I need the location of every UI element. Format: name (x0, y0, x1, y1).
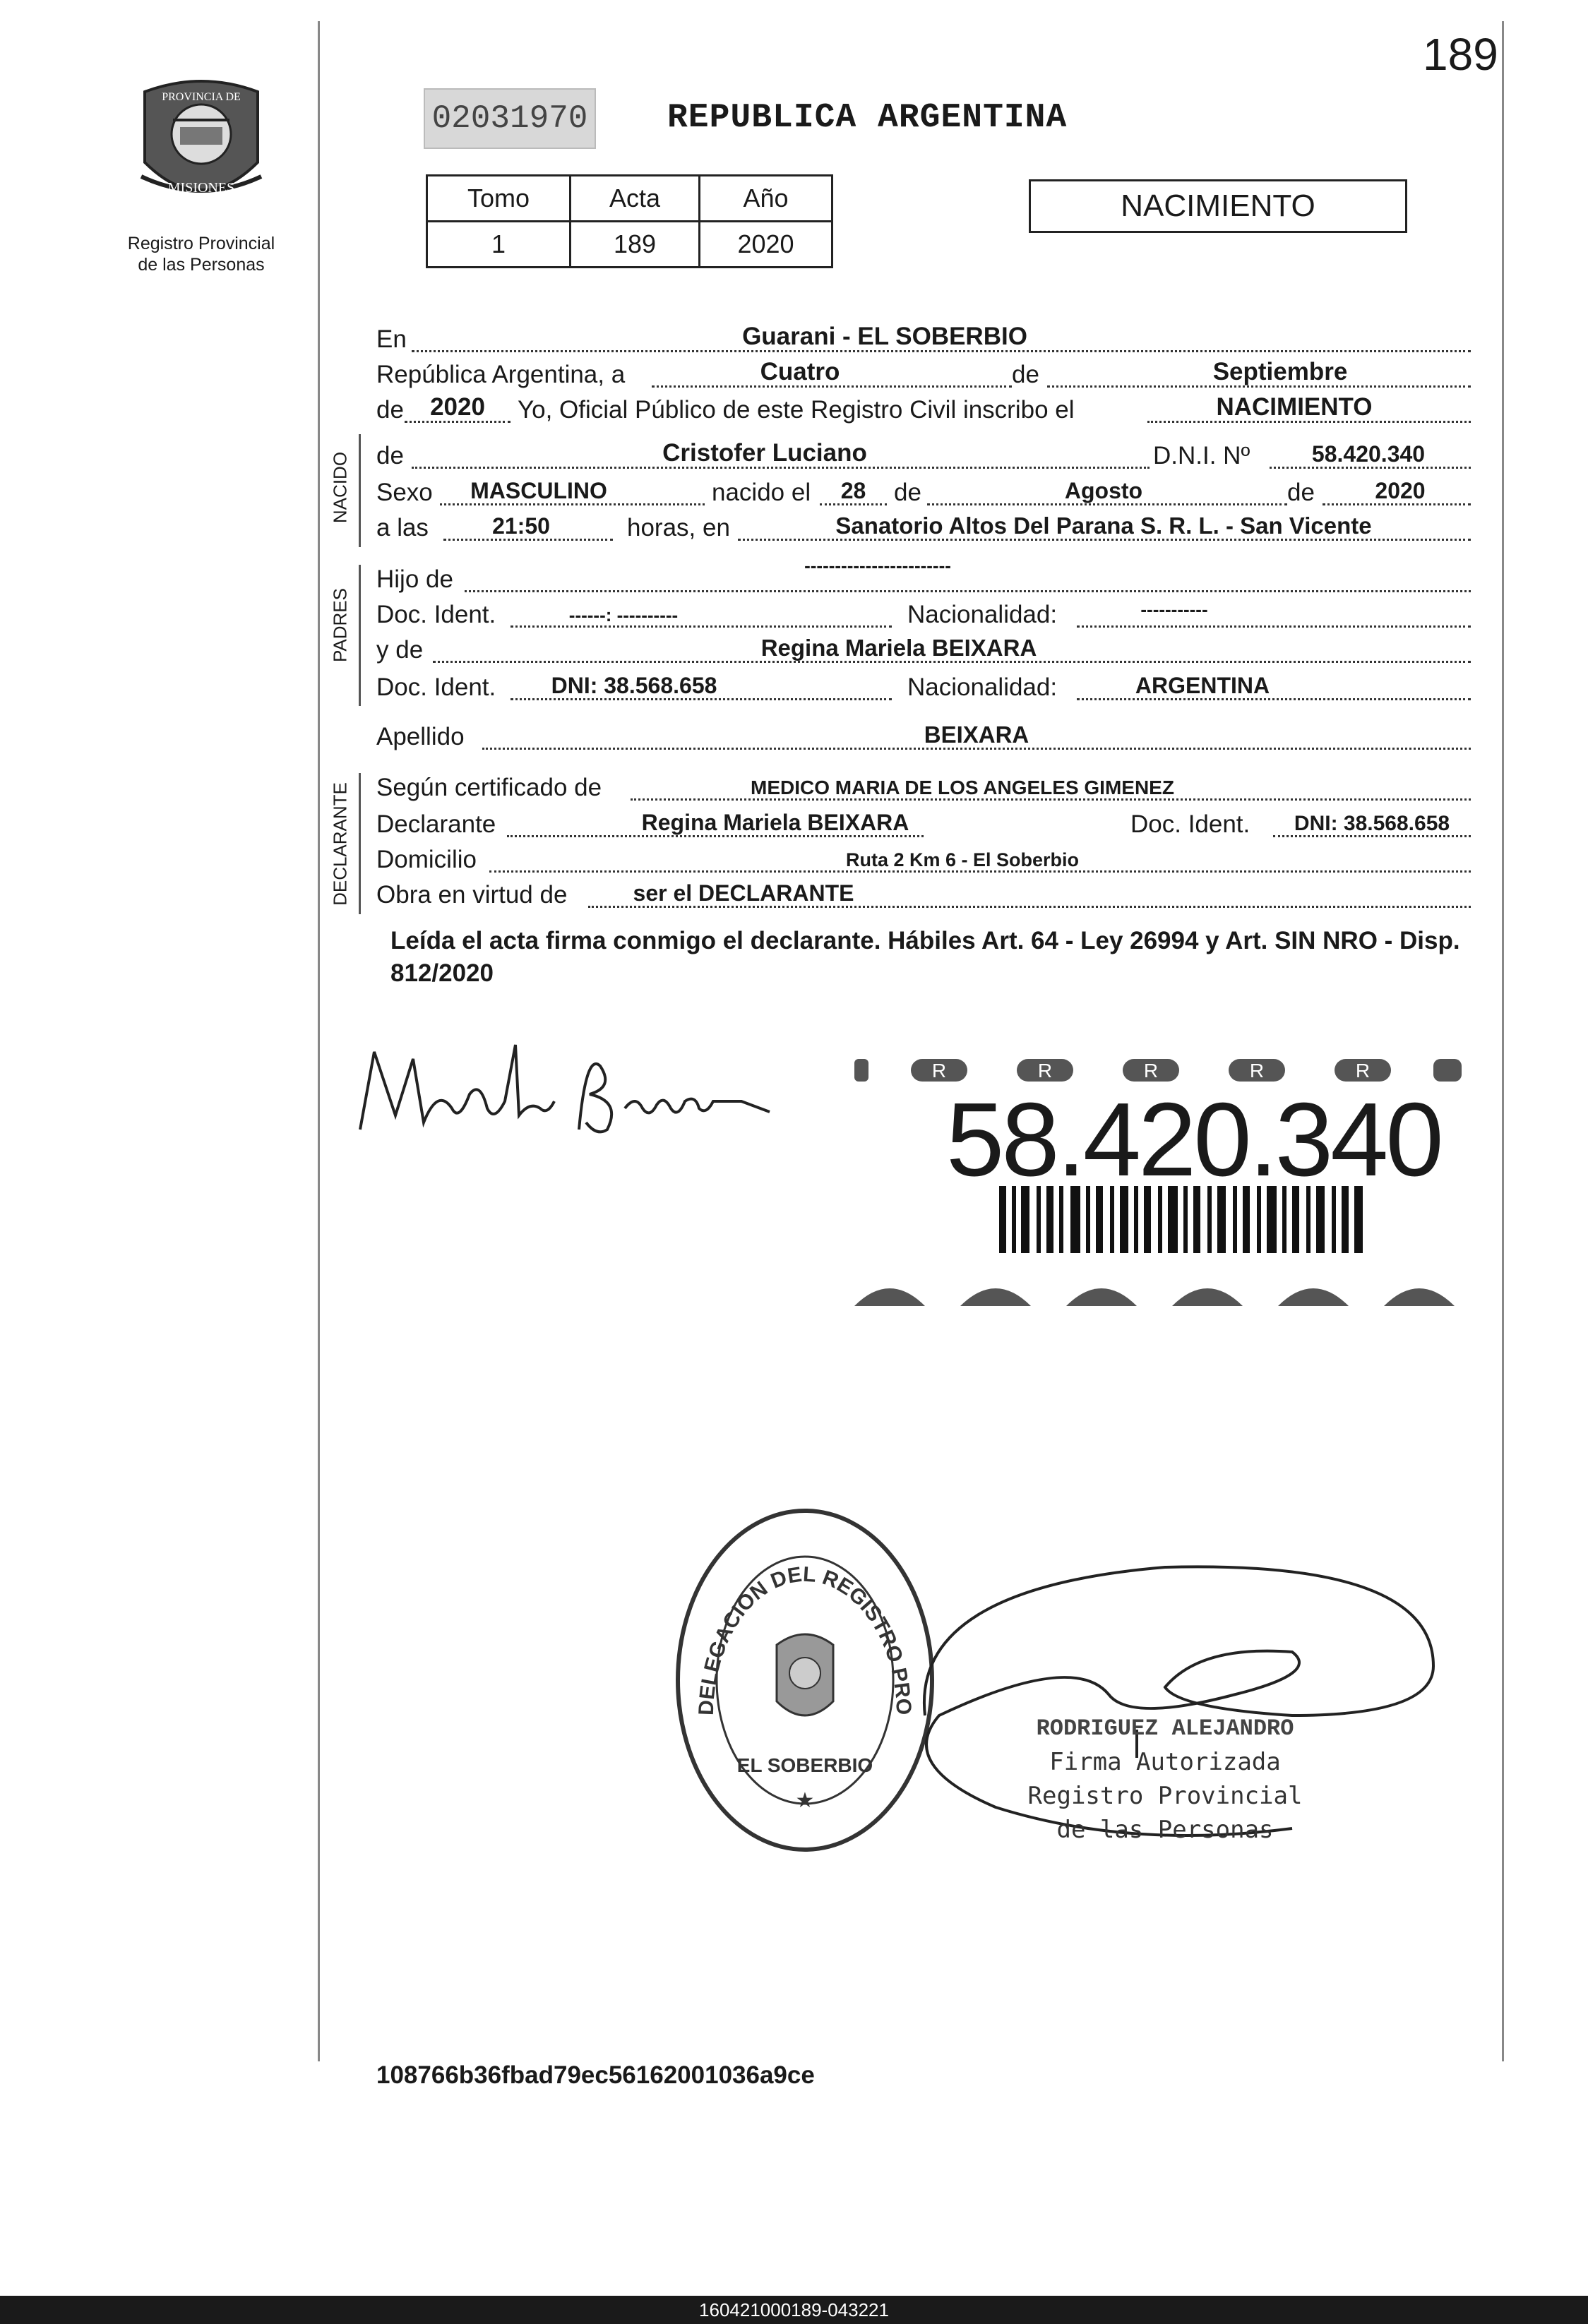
birth-day-value: 28 (840, 478, 866, 503)
de-label-2: de (376, 396, 404, 424)
father-nat-value: ----------- (1140, 599, 1208, 620)
certificado-label: Según certificado de (376, 774, 602, 801)
footer-code-bar (0, 2296, 1588, 2324)
record-header-tomo: Tomo (427, 176, 571, 222)
father-name-value: ------------------------ (804, 555, 951, 576)
row-republica (376, 357, 1471, 392)
apellido-label: Apellido (376, 723, 465, 750)
row-obra (376, 877, 1471, 912)
row-nacido-time (376, 510, 1471, 545)
birth-time-value: 21:50 (492, 513, 550, 539)
inscribo-label: Yo, Oficial Público de este Registro Civil inscribo el (518, 396, 1075, 424)
declarante-doc-label: Doc. Ident. (1130, 810, 1250, 838)
svg-text:R: R (1355, 1060, 1371, 1082)
logo-text-bottom: MISIONES (167, 180, 235, 196)
registry-caption-line1: Registro Provincial (127, 234, 275, 253)
nacido-de-b-label: de (1287, 479, 1315, 506)
declarante-doc-value: DNI: 38.568.658 (1294, 812, 1450, 835)
father-nat-label: Nacionalidad: (907, 601, 1058, 628)
row-hijo-de (376, 555, 1471, 597)
record-header-acta: Acta (571, 176, 700, 222)
row-certificado (376, 769, 1471, 805)
apellido-value: BEIXARA (924, 721, 1029, 748)
dotted-line (465, 590, 1471, 592)
declarante-section-bar (359, 773, 361, 914)
domicilio-value: Ruta 2 Km 6 - El Soberbio (845, 849, 1080, 870)
row-inscribo (376, 392, 1471, 427)
signoff-line1: Firma Autorizada (1049, 1748, 1281, 1776)
nacido-section-label: NACIDO (329, 451, 351, 524)
mother-nat-label: Nacionalidad: (907, 673, 1058, 701)
row-domicilio (376, 841, 1471, 877)
row-y-de (376, 632, 1471, 667)
year-value: 2020 (430, 393, 485, 421)
misiones-coat-of-arms-logo (131, 78, 272, 212)
registry-logo-caption (113, 233, 289, 275)
declarante-section-label: DECLARANTE (329, 782, 351, 906)
svg-text:R: R (1037, 1060, 1053, 1082)
svg-text:R: R (931, 1060, 947, 1082)
seal-text-inner: EL SOBERBIO (736, 1754, 873, 1776)
record-value-ano: 2020 (700, 222, 832, 268)
mother-doc-value: DNI: 38.568.658 (551, 673, 717, 698)
declarante-label: Declarante (376, 810, 496, 838)
obra-label: Obra en virtud de (376, 881, 568, 909)
birth-place-value: Sanatorio Altos Del Parana S. R. L. - San Vicente (835, 513, 1372, 539)
hijo-de-label: Hijo de (376, 565, 453, 593)
sexo-label: Sexo (376, 479, 433, 506)
seal-text-outer: DELEGACION DEL REGISTRO PRO (694, 1562, 916, 1716)
father-doc-value: ------: ---------- (568, 604, 679, 625)
republica-label: República Argentina, a (376, 361, 626, 388)
record-value-acta: 189 (571, 222, 700, 268)
signoff-line2: Registro Provincial (1027, 1782, 1303, 1810)
alas-label: a las (376, 514, 429, 541)
dni-barcode-number: 58.420.340 (946, 1082, 1441, 1198)
row-declarante (376, 806, 1471, 841)
nacido-el-label: nacido el (712, 479, 811, 506)
logo-text-top: PROVINCIA DE (162, 91, 241, 103)
en-label: En (376, 325, 407, 353)
row-en (376, 321, 1471, 357)
serial-stamp: 02031970 (424, 88, 596, 149)
registered-mark-row-top (854, 1059, 1462, 1082)
horas-label: horas, en (627, 514, 730, 541)
obra-value: ser el DECLARANTE (633, 880, 854, 906)
dotted-line (1273, 835, 1471, 837)
mother-doc-label: Doc. Ident. (376, 673, 496, 701)
domicilio-label: Domicilio (376, 846, 477, 873)
right-margin-rule (1502, 21, 1504, 2061)
record-table-header-row (427, 176, 832, 222)
padres-section-label: PADRES (329, 588, 351, 662)
record-table-value-row (427, 222, 832, 268)
svg-text:★: ★ (795, 1788, 815, 1813)
record-value-tomo: 1 (427, 222, 571, 268)
row-nacido-sexo (376, 474, 1471, 510)
birth-month-value: Agosto (1064, 478, 1143, 503)
nacido-de-a-label: de (894, 479, 921, 506)
padres-section-bar (359, 565, 361, 706)
left-margin-rule (318, 21, 320, 2061)
header-title: REPUBLICA ARGENTINA (667, 99, 1068, 137)
record-table (426, 174, 833, 268)
mother-nat-value: ARGENTINA (1135, 673, 1270, 698)
svg-text:R: R (1249, 1060, 1265, 1082)
row-apellido (376, 719, 1471, 754)
footer-code: 160421000189-043221 (699, 2299, 889, 2320)
month-value: Septiembre (1212, 358, 1348, 385)
day-value: Cuatro (760, 358, 840, 385)
document-hash: 108766b36fbad79ec56162001036a9ce (376, 2061, 815, 2089)
declarante-value: Regina Mariela BEIXARA (641, 810, 909, 835)
y-de-label: y de (376, 636, 424, 664)
signoff-line3: de las Personas (1056, 1816, 1274, 1844)
sexo-value: MASCULINO (470, 478, 607, 503)
row-nacido-name (376, 438, 1471, 473)
child-name-value: Cristofer Luciano (662, 439, 867, 467)
signoff-name: RODRIGUEZ ALEJANDRO (1036, 1715, 1294, 1742)
mother-name-value: Regina Mariela BEIXARA (760, 635, 1037, 661)
closing-statement: Leída el acta firma conmigo el declarante. Hábiles Art. 64 - Ley 26994 y Art. SIN NRO - Disp. 812/2020 (390, 927, 1460, 987)
svg-text:R: R (1143, 1060, 1159, 1082)
page-number: 189 (1423, 29, 1498, 80)
child-dni-value: 58.420.340 (1311, 441, 1426, 467)
registry-caption-line2: de las Personas (138, 255, 265, 275)
inscribo-value: NACIMIENTO (1216, 393, 1373, 421)
dotted-line (1077, 625, 1471, 628)
father-doc-label: Doc. Ident. (376, 601, 496, 628)
declarant-signature (346, 1024, 784, 1144)
row-mother-doc (376, 669, 1471, 705)
row-father-doc (376, 597, 1471, 632)
birth-year-value: 2020 (1375, 478, 1426, 503)
de-label: de (1012, 361, 1039, 388)
record-type-box: NACIMIENTO (1029, 179, 1407, 233)
record-header-ano: Año (700, 176, 832, 222)
certificado-value: MEDICO MARIA DE LOS ANGELES GIMENEZ (751, 777, 1174, 798)
dni-label: D.N.I. Nº (1153, 442, 1250, 469)
nacido-section-bar (359, 434, 361, 547)
en-value: Guarani - EL SOBERBIO (742, 323, 1027, 350)
nacido-de-label: de (376, 442, 404, 469)
